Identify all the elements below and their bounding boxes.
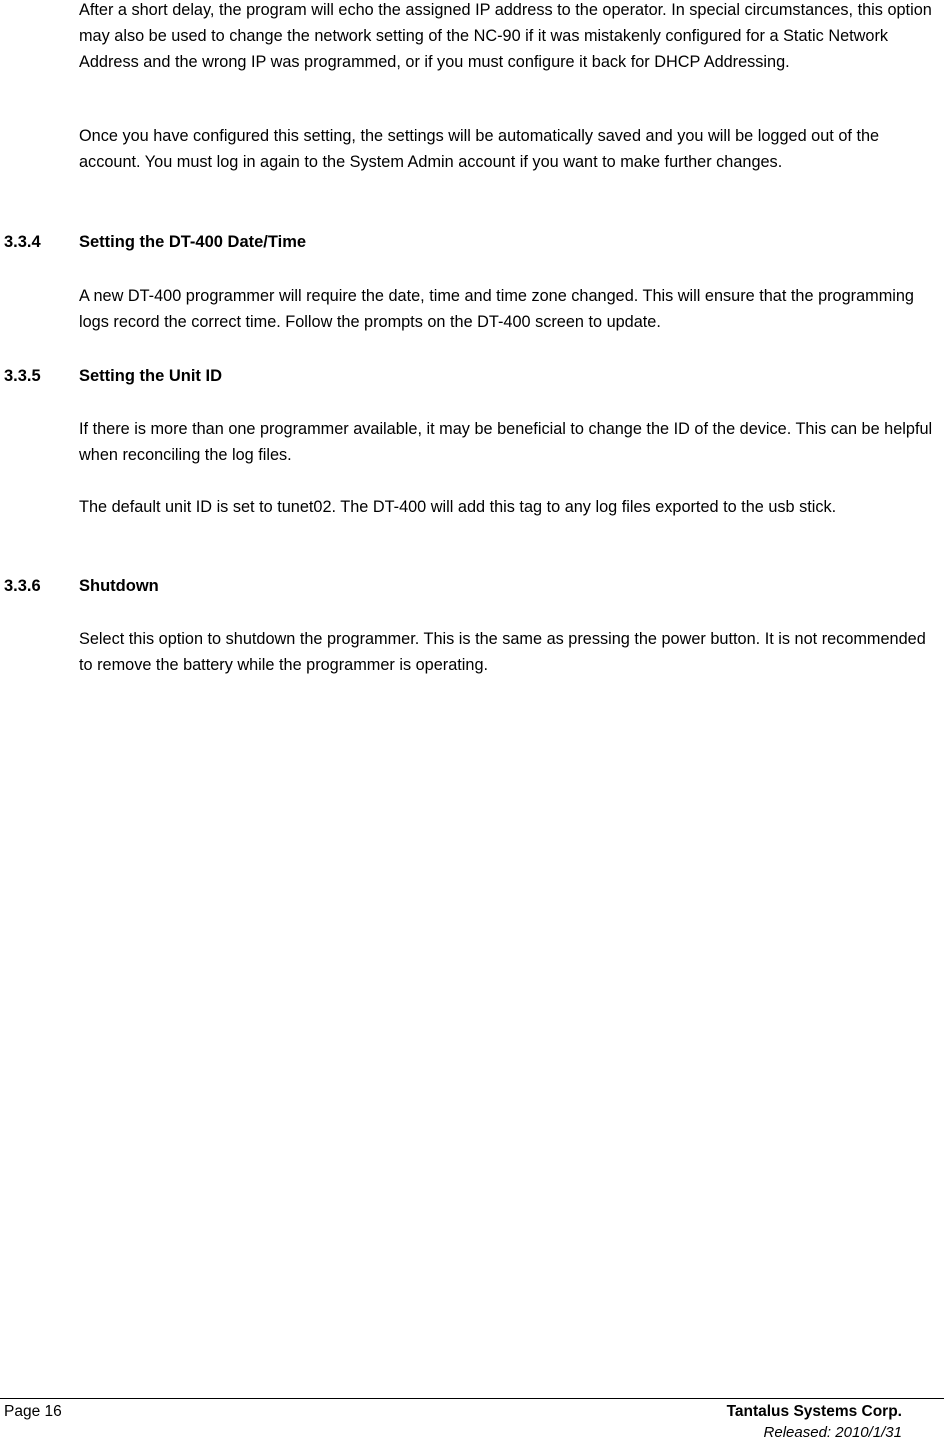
section-title: Setting the Unit ID — [79, 367, 222, 385]
paragraph-settings-saved: Once you have configured this setting, the settings will be automatically saved and you will be logged out of the account. You must log in again to the System Admin account if you want to make further changes. — [79, 127, 880, 171]
footer-divider — [0, 1398, 944, 1399]
paragraph-shutdown: Select this option to shutdown the programmer. This is the same as pressing the power button. It is not recommended to remove the battery while the programmer is operating. — [79, 630, 926, 674]
section-title: Shutdown — [79, 577, 159, 595]
footer-page-number: Page 16 — [4, 1403, 62, 1420]
section-title: Setting the DT-400 Date/Time — [79, 233, 307, 251]
footer-company-name: Tantalus Systems Corp. — [726, 1403, 902, 1420]
section-number: 3.3.5 — [4, 367, 41, 385]
footer-release-date: Released: 2010/1/31 — [763, 1424, 902, 1441]
section-number: 3.3.6 — [4, 577, 41, 595]
paragraph-unit-id: If there is more than one programmer available, it may be beneficial to change the ID of the device. This can be helpful when reconciling the log files. — [79, 420, 933, 464]
paragraph-ip-echo: After a short delay, the program will echo the assigned IP address to the operator. In special circumstances, this option may also be used to change the network setting of the NC-90 if it was mistakenly configured for a Static Network Address and the wrong IP was programmed, or if you must configure it back for DHCP Addressing. — [79, 1, 932, 71]
section-number: 3.3.4 — [4, 233, 41, 251]
paragraph-default-unit-id: The default unit ID is set to tunet02. The DT-400 will add this tag to any log files exported to the usb stick. — [79, 498, 837, 516]
paragraph-date-time: A new DT-400 programmer will require the date, time and time zone changed. This will ensure that the programming logs record the correct time. Follow the prompts on the DT-400 screen to update. — [79, 287, 914, 331]
